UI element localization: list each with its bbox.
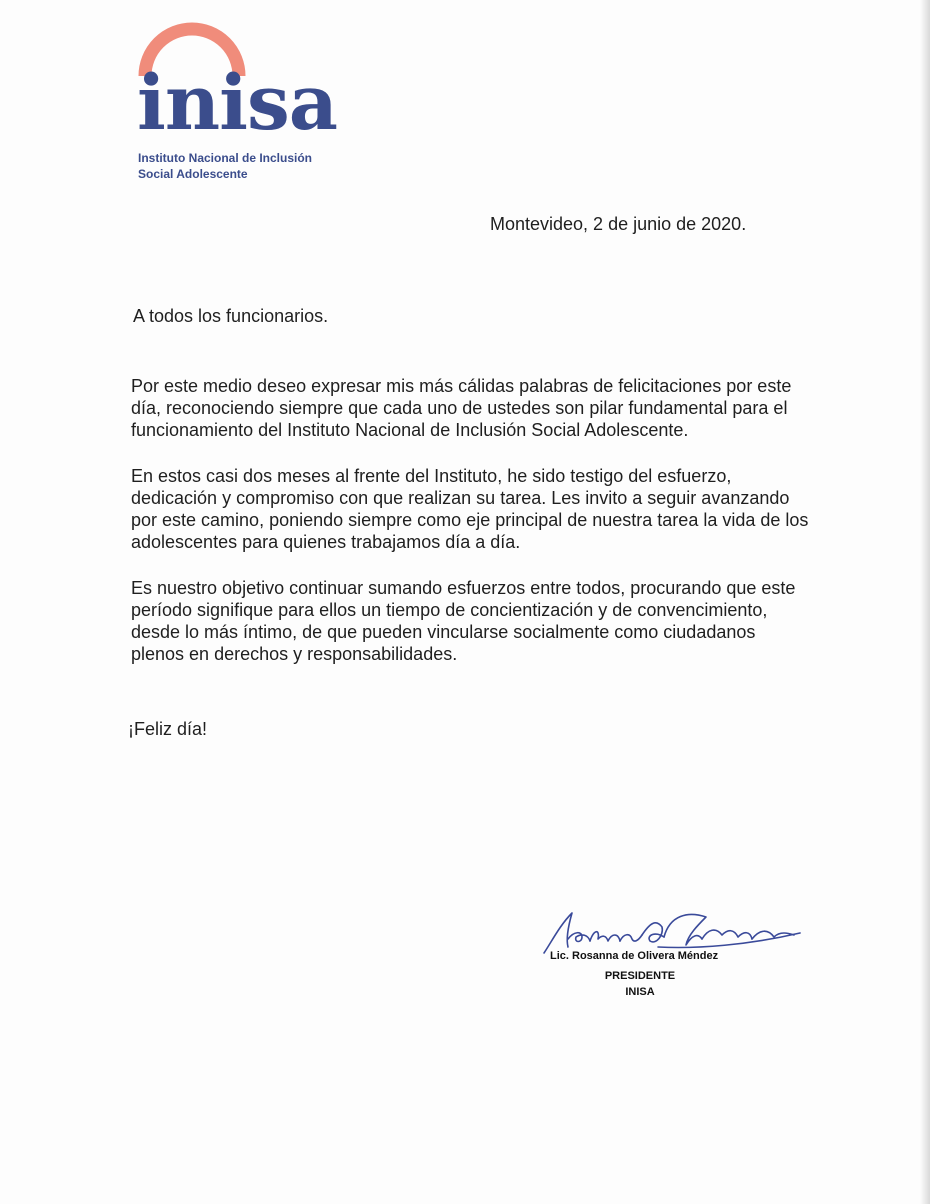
paragraph-line: período signifique para ellos un tiempo de concientización y de convencimiento,: [131, 600, 768, 620]
paragraph-2: [131, 465, 891, 553]
paragraph-line: desde lo más íntimo, de que pueden vincularse socialmente como ciudadanos: [131, 622, 756, 642]
letter-date: Montevideo, 2 de junio de 2020.: [490, 214, 747, 234]
paragraph-line: adolescentes para quienes trabajamos día a día.: [131, 532, 521, 552]
logo-subtitle-line-2: Social Adolescente: [138, 167, 248, 181]
letter-greeting: A todos los funcionarios.: [133, 306, 329, 326]
paragraph-line: por este camino, poniendo siempre como eje principal de nuestra tarea la vida de los: [131, 510, 809, 530]
page-edge-shadow: [920, 0, 930, 1204]
logo-subtitle-line-1: Instituto Nacional de Inclusión: [138, 151, 313, 165]
signatory-organization: INISA: [625, 986, 655, 998]
letter-body: [131, 375, 891, 689]
signatory-title: PRESIDENTE: [604, 970, 676, 982]
logo-subtitle: [138, 150, 312, 182]
paragraph-line: Es nuestro objetivo continuar sumando esfuerzos entre todos, procurando que este: [131, 578, 796, 598]
inisa-logo: [137, 20, 347, 181]
paragraph-line: Por este medio deseo expresar mis más cálidas palabras de felicitaciones por este: [131, 376, 792, 396]
paragraph-line: funcionamiento del Instituto Nacional de Inclusión Social Adolescente.: [131, 420, 689, 440]
paragraph-3: [131, 577, 891, 665]
paragraph-1: [131, 375, 891, 441]
letter-closing: ¡Feliz día!: [128, 719, 208, 739]
paragraph-line: En estos casi dos meses al frente del Instituto, he sido testigo del esfuerzo,: [131, 466, 732, 486]
paragraph-line: plenos en derechos y responsabilidades.: [131, 644, 458, 664]
signatory-name: Lic. Rosanna de Olivera Méndez: [550, 950, 719, 962]
paragraph-line: dedicación y compromiso con que realizan su tarea. Les invito a seguir avanzando: [131, 488, 790, 508]
paragraph-line: día, reconociendo siempre que cada uno de ustedes son pilar fundamental para el: [131, 398, 788, 418]
logo-wordmark: inisa: [137, 58, 338, 147]
